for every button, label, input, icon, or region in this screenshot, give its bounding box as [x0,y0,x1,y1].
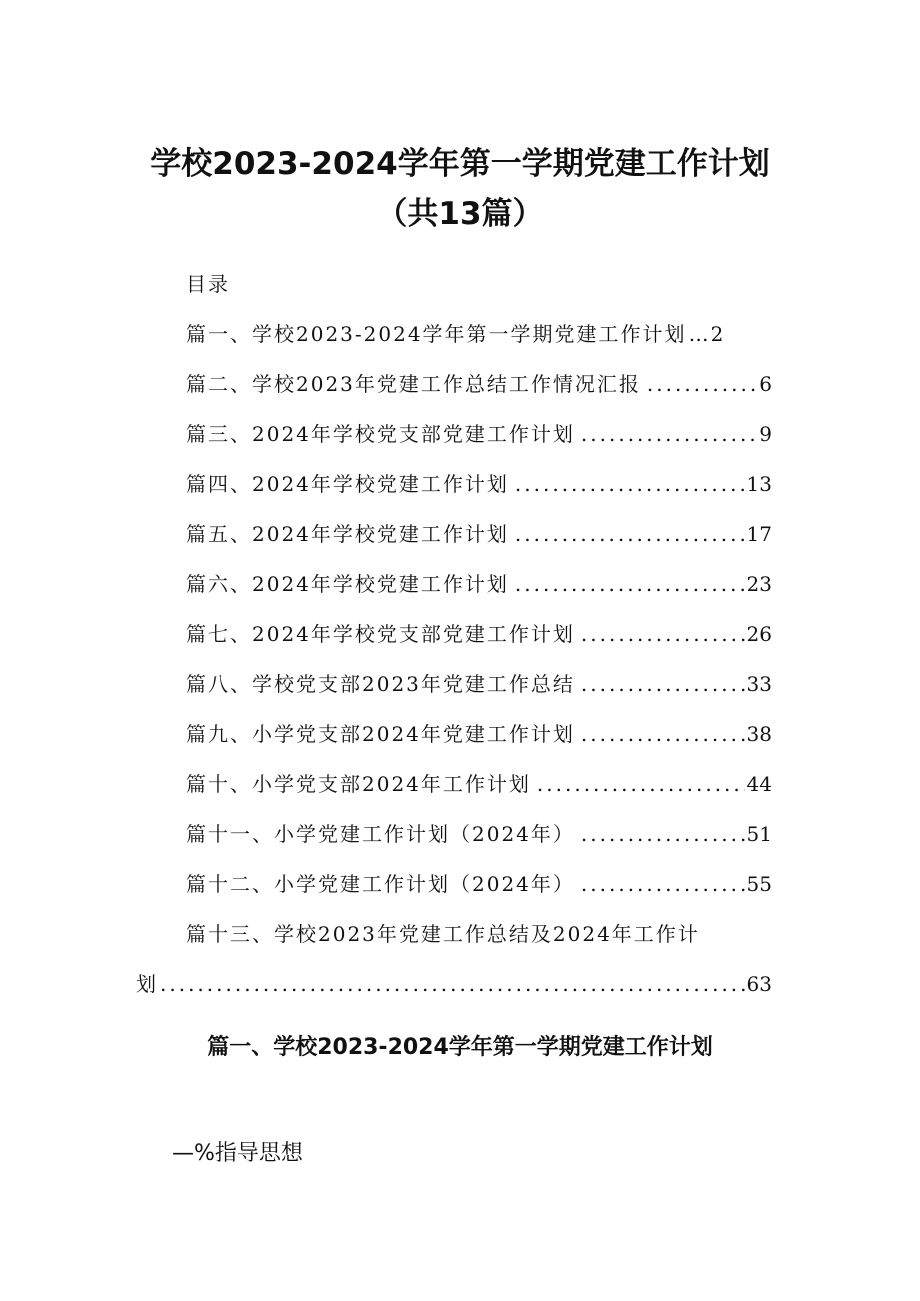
toc-entry-label: 篇七、2024年学校党支部党建工作计划 [186,622,575,646]
toc-entry-label: 篇六、2024年学校党建工作计划 [186,572,509,596]
toc-entry-label: 划 [136,972,156,996]
toc-leader-dots [160,972,745,996]
toc-leader-dots [581,622,745,646]
toc-entry-page: 44 [746,772,772,796]
toc-entry-ellipsis: … [688,322,709,346]
toc-entry-label: 篇四、2024年学校党建工作计划 [186,472,509,496]
toc-entry-6[interactable] [186,568,772,618]
toc-entry-page: 51 [746,822,772,846]
toc-leader-dots [515,572,745,596]
toc-leader-dots [581,822,745,846]
toc-entry-4[interactable] [186,468,772,518]
toc-entry-5[interactable] [186,518,772,568]
toc-entry-11[interactable] [186,818,772,868]
toc-entry-page: 26 [746,622,772,646]
toc-entry-3[interactable] [186,418,772,468]
toc-entry-12[interactable] [186,868,772,918]
toc-entry-1[interactable] [186,318,772,368]
toc-entry-page: 13 [746,472,772,496]
toc-entry-8[interactable] [186,668,772,718]
toc-entry-label: 篇十一、小学党建工作计划（2024年） [186,822,575,846]
toc-entry-label: 篇五、2024年学校党建工作计划 [186,522,509,546]
toc-entry-13-line1[interactable]: 篇十三、学校2023年党建工作总结及2024年工作计 [186,922,700,946]
toc-leader-dots [581,422,757,446]
toc-leader-dots [581,872,745,896]
document-subtitle: （共13篇） [376,196,544,232]
toc-entry-10[interactable] [186,768,772,818]
toc-entry-label: 篇十、小学党支部2024年工作计划 [186,772,531,796]
toc-leader-dots [515,522,745,546]
toc-entry-page: 6 [759,372,772,396]
toc-entry-13-line2[interactable] [136,968,772,997]
toc-leader-dots [581,672,745,696]
toc-entry-9[interactable] [186,718,772,768]
toc-entry-page: 17 [746,522,772,546]
toc-entry-page: 2 [710,322,724,346]
toc-entry-page: 33 [746,672,772,696]
toc-leader-dots [515,472,745,496]
toc-entry-label: 篇一、学校2023-2024学年第一学期党建工作计划 [186,322,687,346]
toc-entry-label: 篇三、2024年学校党支部党建工作计划 [186,422,575,446]
toc-entry-page: 9 [759,422,772,446]
toc-entry-page: 55 [746,872,772,896]
toc-leader-dots [581,722,745,746]
toc-heading: 目录 [186,272,230,296]
toc-leader-dots [647,372,757,396]
toc-entry-label: 篇十二、小学党建工作计划（2024年） [186,872,575,896]
toc-leader-dots [537,772,745,796]
toc-entry-label: 篇二、学校2023年党建工作总结工作情况汇报 [186,372,641,396]
document-title: 学校2023-2024学年第一学期党建工作计划 [150,146,770,182]
toc-entry-7[interactable] [186,618,772,668]
toc-entry-label: 篇九、小学党支部2024年党建工作计划 [186,722,575,746]
toc-entry-page: 38 [746,722,772,746]
table-of-contents [186,318,772,918]
toc-entry-page: 63 [746,972,772,996]
section-subheading: —%指导思想 [172,1141,303,1166]
toc-entry-label: 篇八、学校党支部2023年党建工作总结 [186,672,575,696]
toc-entry-2[interactable] [186,368,772,418]
toc-entry-page: 23 [746,572,772,596]
section-title: 篇一、学校2023-2024学年第一学期党建工作计划 [207,1035,713,1060]
